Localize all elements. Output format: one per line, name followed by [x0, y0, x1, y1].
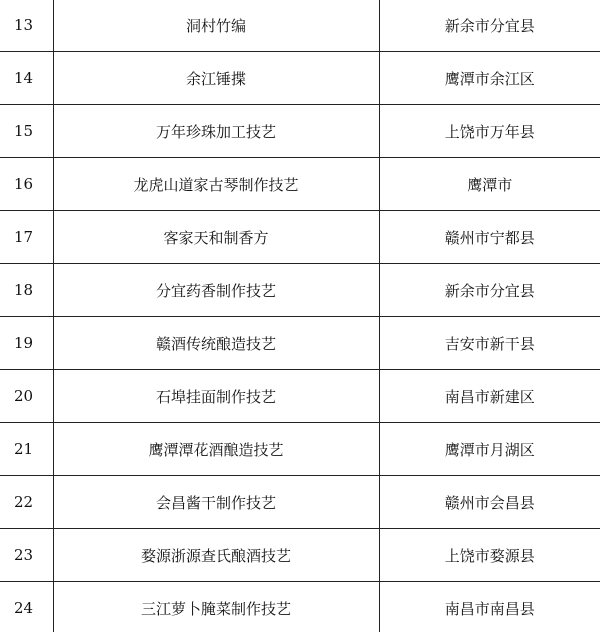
table-row [0, 582, 600, 632]
project-name: 三江萝卜腌菜制作技艺 [53, 582, 379, 632]
region: 鹰潭市 [379, 158, 600, 211]
project-name: 会昌酱干制作技艺 [53, 476, 379, 529]
table-row [0, 370, 600, 423]
row-number: 13 [0, 0, 53, 52]
table-row [0, 264, 600, 317]
table-row [0, 211, 600, 264]
project-name: 婺源浙源查氏酿酒技艺 [53, 529, 379, 582]
region: 鹰潭市余江区 [379, 52, 600, 105]
project-name: 洞村竹编 [53, 0, 379, 52]
row-number: 19 [0, 317, 53, 370]
project-name: 分宜药香制作技艺 [53, 264, 379, 317]
table-row [0, 0, 600, 52]
region: 上饶市万年县 [379, 105, 600, 158]
region: 吉安市新干县 [379, 317, 600, 370]
row-number: 17 [0, 211, 53, 264]
region: 上饶市婺源县 [379, 529, 600, 582]
project-name: 赣酒传统酿造技艺 [53, 317, 379, 370]
table-row [0, 52, 600, 105]
project-name: 龙虎山道家古琴制作技艺 [53, 158, 379, 211]
project-name: 余江锤揲 [53, 52, 379, 105]
table-row [0, 529, 600, 582]
table-row [0, 105, 600, 158]
table-row [0, 158, 600, 211]
project-name: 万年珍珠加工技艺 [53, 105, 379, 158]
row-number: 20 [0, 370, 53, 423]
table-row [0, 317, 600, 370]
table-row [0, 423, 600, 476]
table-row [0, 476, 600, 529]
row-number: 24 [0, 582, 53, 632]
row-number: 14 [0, 52, 53, 105]
project-name: 客家天和制香方 [53, 211, 379, 264]
row-number: 16 [0, 158, 53, 211]
row-number: 21 [0, 423, 53, 476]
row-number: 23 [0, 529, 53, 582]
project-name: 石埠挂面制作技艺 [53, 370, 379, 423]
row-number: 18 [0, 264, 53, 317]
row-number: 22 [0, 476, 53, 529]
region: 南昌市新建区 [379, 370, 600, 423]
project-name: 鹰潭潭花酒酿造技艺 [53, 423, 379, 476]
region: 赣州市宁都县 [379, 211, 600, 264]
row-number: 15 [0, 105, 53, 158]
region: 南昌市南昌县 [379, 582, 600, 632]
region: 新余市分宜县 [379, 0, 600, 52]
region: 赣州市会昌县 [379, 476, 600, 529]
region: 鹰潭市月湖区 [379, 423, 600, 476]
region: 新余市分宜县 [379, 264, 600, 317]
